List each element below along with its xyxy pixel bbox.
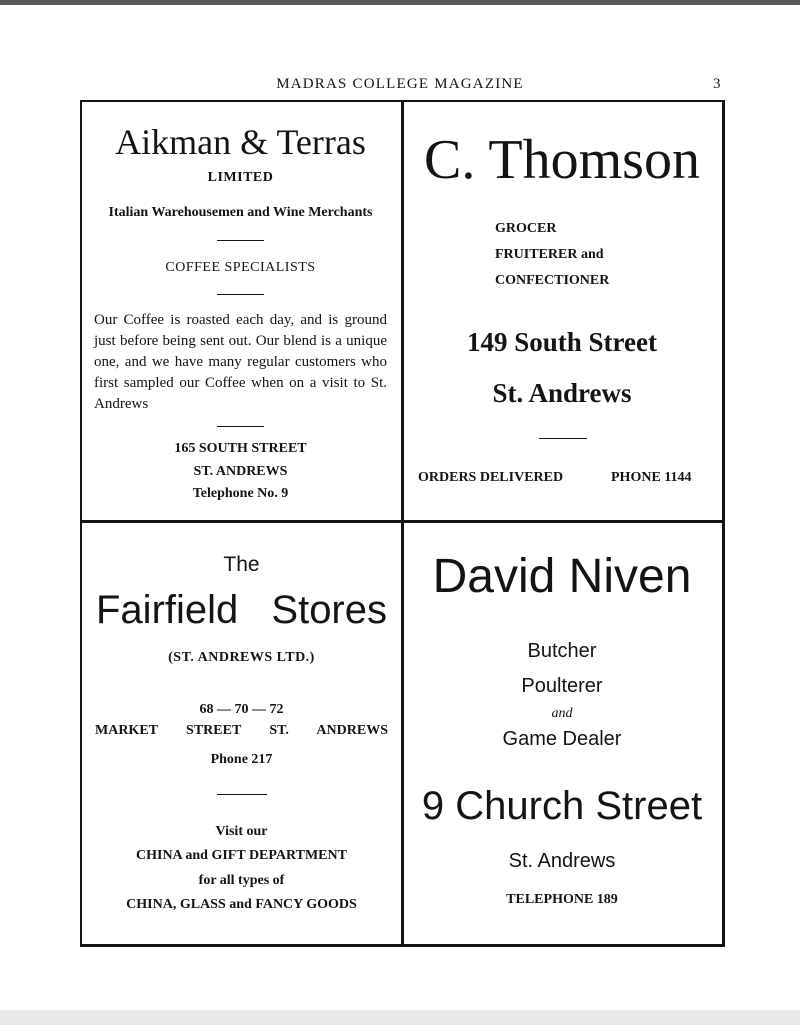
thomson-phone: PHONE 1144 — [611, 470, 692, 485]
thomson-trade-confectioner: CONFECTIONER — [495, 273, 610, 288]
aikman-business-name: Aikman & Terras — [115, 122, 366, 162]
aikman-rule-1 — [217, 240, 264, 241]
aikman-address — [82, 438, 399, 506]
fairfield-street-numbers: 68 — 70 — 72 — [199, 702, 284, 717]
niven-business-name: David Niven — [432, 550, 692, 603]
thomson-rule — [539, 438, 587, 439]
fairfield-company: (ST. ANDREWS LTD.) — [168, 650, 315, 665]
fairfield-department — [82, 820, 401, 917]
ad-grid-horizontal-divider — [80, 520, 723, 523]
niven-and: and — [551, 706, 573, 721]
aikman-limited: LIMITED — [207, 170, 274, 185]
fairfield-dept-line-4: CHINA, GLASS and FANCY GOODS — [126, 896, 357, 912]
thomson-trade-fruiterer: FRUITERER and — [495, 247, 604, 262]
fairfield-street: MARKET STREET — [95, 723, 242, 738]
niven-trade-poulterer: Poulterer — [521, 675, 603, 697]
aikman-address-street: 165 SOUTH STREET — [174, 441, 307, 456]
scan-edge-top — [0, 0, 800, 5]
niven-trade-butcher: Butcher — [527, 640, 597, 662]
aikman-description: Our Coffee is roasted each day, and is ground just before being sent out. Our blend is a unique one, and we have many regular customers who first sampled our Coffee when on a visit to St. Andrews — [94, 312, 387, 412]
scan-edge-bottom — [0, 1010, 800, 1025]
niven-street: 9 Church Street — [421, 784, 703, 828]
fairfield-dept-line-2: CHINA and GIFT DEPARTMENT — [136, 848, 347, 864]
thomson-business-name: C. Thomson — [424, 129, 700, 191]
fairfield-the: The — [223, 553, 260, 576]
fairfield-address-line — [95, 723, 388, 739]
fairfield-rule — [217, 794, 267, 795]
niven-trade-game-dealer: Game Dealer — [502, 728, 622, 750]
aikman-telephone: Telephone No. 9 — [192, 486, 289, 501]
aikman-address-town: ST. ANDREWS — [193, 463, 288, 479]
magazine-title: MADRAS COLLEGE MAGAZINE — [276, 76, 524, 92]
niven-town: St. Andrews — [508, 850, 616, 872]
page-number: 3 — [713, 76, 721, 92]
aikman-rule-3 — [217, 426, 264, 427]
thomson-trade-grocer: GROCER — [495, 221, 557, 236]
thomson-trades — [495, 216, 609, 294]
fairfield-dept-line-1: Visit our — [215, 824, 268, 839]
niven-telephone: TELEPHONE 189 — [506, 892, 618, 907]
thomson-street: 149 South Street — [466, 327, 657, 357]
fairfield-business-name: Fairfield Stores — [96, 588, 387, 632]
thomson-orders-delivered: ORDERS DELIVERED — [418, 470, 564, 485]
aikman-trade: Italian Warehousemen and Wine Merchants — [108, 205, 373, 220]
fairfield-town: ST. ANDREWS — [269, 723, 388, 738]
aikman-specialty: COFFEE SPECIALISTS — [165, 260, 316, 275]
fairfield-dept-line-3: for all types of — [198, 872, 285, 888]
aikman-rule-2 — [217, 294, 264, 295]
fairfield-phone: Phone 217 — [210, 752, 273, 767]
thomson-town: St. Andrews — [492, 378, 632, 408]
